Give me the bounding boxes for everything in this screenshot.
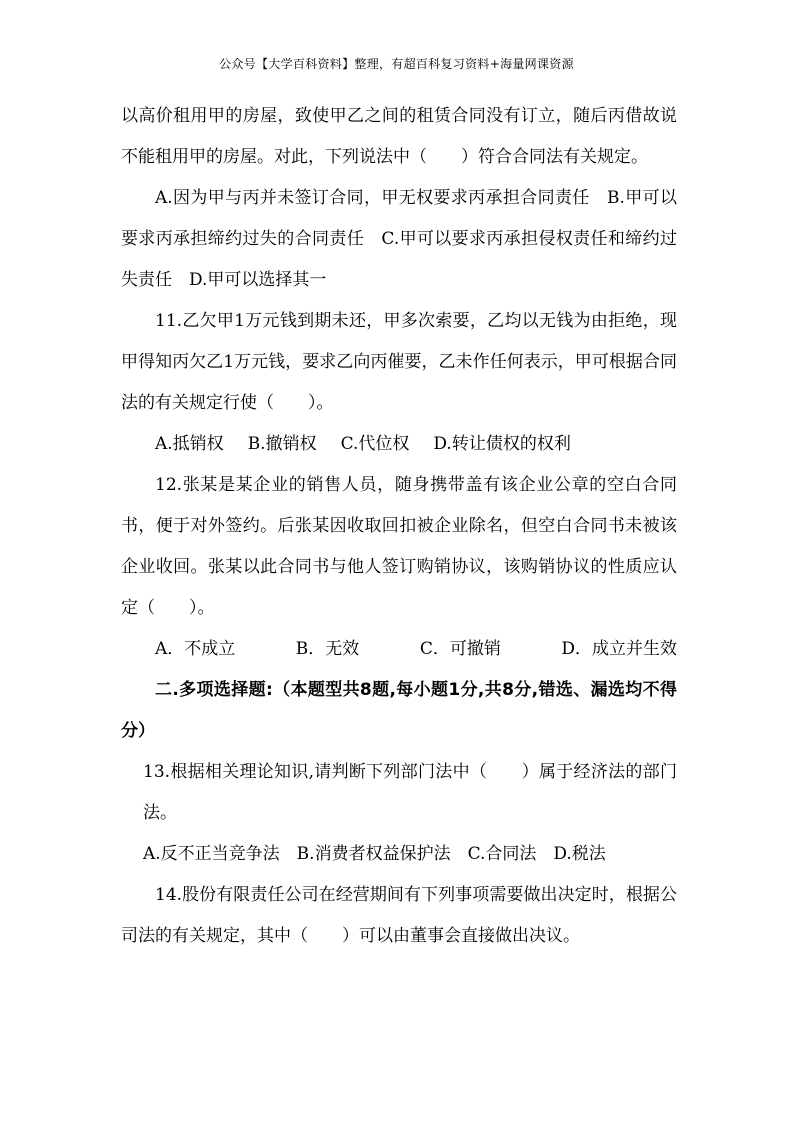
- q11-option-d: D.转让债权的权利: [433, 434, 571, 454]
- q11-stem: 11.乙欠甲1万元钱到期未还，甲多次索要，乙均以无钱为由拒绝，现甲得知丙欠乙1万元钱，要求乙向丙催要，乙未作任何表示，甲可根据合同法的有关规定行使（ ）。: [121, 311, 677, 413]
- q14-stem: 14.股份有限责任公司在经营期间有下列事项需要做出决定时，根据公司法的有关规定，其中（ ）可以由董事会直接做出决议。: [121, 885, 677, 946]
- q12-option-d: D．成立并生效: [561, 639, 677, 659]
- q12-option-a: A．不成立: [155, 639, 236, 659]
- q11-options: [121, 424, 677, 465]
- q12-option-c: C．可撤销: [419, 639, 501, 659]
- q13-stem: 13.根据相关理论知识,请判断下列部门法中（ ）属于经济法的部门法。: [143, 762, 677, 823]
- q10-continuation: 以高价租用甲的房屋，致使甲乙之间的租赁合同没有订立，随后丙借故说不能租用甲的房屋。对此，下列说法中（ ）符合合同法有关规定。: [121, 106, 677, 167]
- section-2-title: 二.多项选择题:（本题型共8题,每小题1分,共8分,错选、漏选均不得分）: [121, 680, 677, 741]
- q11-option-b: B.撤销权: [247, 434, 317, 454]
- q12-stem: 12.张某是某企业的销售人员，随身携带盖有该企业公章的空白合同书，便于对外签约。后张某因收取回扣被企业除名，但空白合同书未被该企业收回。张某以此合同书与他人签订购销协议，该购销协议的性质应认定（ ）。: [121, 475, 677, 618]
- document-body: [121, 96, 677, 957]
- q13-options: A.反不正当竞争法 B.消费者权益保护法 C.合同法 D.税法: [143, 844, 606, 864]
- q12-option-b: B．无效: [295, 639, 360, 659]
- q12-options: [121, 629, 677, 670]
- q11-option-a: A.抵销权: [155, 434, 224, 454]
- q11-option-c: C.代位权: [340, 434, 410, 454]
- q10-options: A.因为甲与丙并未签订合同，甲无权要求丙承担合同责任 B.甲可以要求丙承担缔约过失的合同责任 C.甲可以要求丙承担侵权责任和缔约过失责任 D.甲可以选择其一: [121, 188, 677, 290]
- page-header: 公众号【大学百科资料】整理，有超百科复习资料+海量网课资源: [219, 57, 574, 71]
